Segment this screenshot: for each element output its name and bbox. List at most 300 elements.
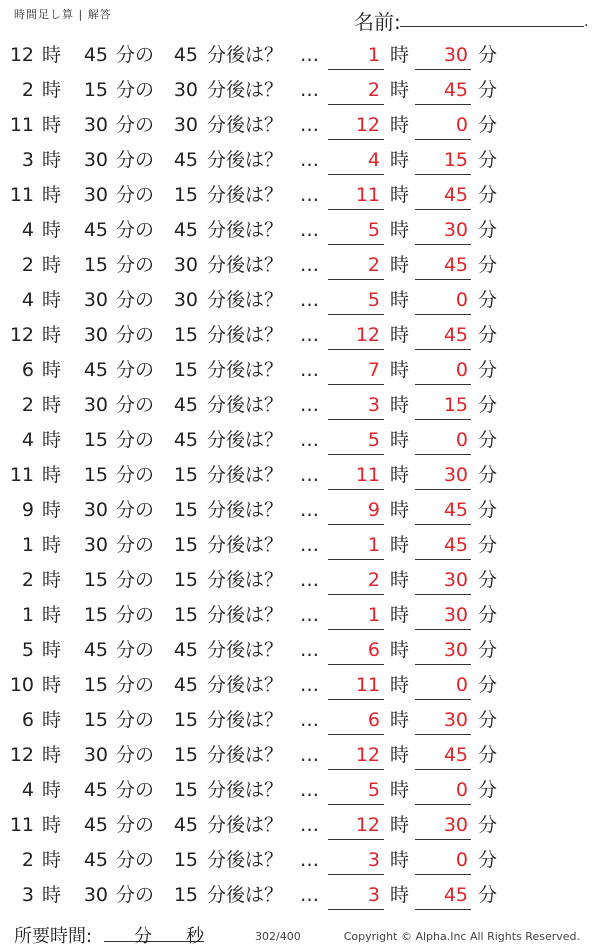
hour-unit: 時 [390, 499, 410, 521]
answer-hour: 5 [367, 429, 380, 451]
answer-minute-line[interactable] [415, 874, 471, 875]
time-required-label: 所要時間: [14, 926, 93, 947]
problem-start-hour: 2 [21, 849, 34, 871]
minute-unit: 分 [478, 569, 498, 591]
answer-minute: 45 [443, 79, 468, 101]
problem-start-hour: 1 [21, 534, 34, 556]
ellipsis: … [300, 604, 319, 626]
problem-start-minute: 30 [83, 534, 108, 556]
answer-hour-line[interactable] [328, 279, 384, 280]
hour-unit: 時 [390, 184, 410, 206]
problem-add-minutes: 45 [173, 394, 198, 416]
minute-no-unit: 分の [116, 849, 155, 871]
problem-add-minutes: 15 [173, 604, 198, 626]
ellipsis: … [300, 744, 319, 766]
hour-unit: 時 [390, 324, 410, 346]
answer-hour-line[interactable] [328, 139, 384, 140]
ellipsis: … [300, 289, 319, 311]
problem-row [0, 213, 600, 248]
answer-minute-line[interactable] [415, 594, 471, 595]
after-text: 分後は？ [207, 114, 284, 136]
problem-start-hour: 12 [9, 744, 34, 766]
minute-unit: 分 [478, 149, 498, 171]
minute-unit: 分 [478, 814, 498, 836]
problem-add-minutes: 15 [173, 569, 198, 591]
answer-minute-line[interactable] [415, 839, 471, 840]
problem-row [0, 493, 600, 528]
hour-unit: 時 [390, 639, 410, 661]
worksheet-title: 時間足し算 | 解答 [14, 8, 112, 21]
problem-start-hour: 4 [21, 289, 34, 311]
answer-hour-line[interactable] [328, 874, 384, 875]
problem-add-minutes: 45 [173, 219, 198, 241]
problem-start-hour: 11 [9, 814, 34, 836]
after-text: 分後は？ [207, 709, 284, 731]
problem-row [0, 668, 600, 703]
hour-unit: 時 [390, 359, 410, 381]
answer-minute-line[interactable] [415, 524, 471, 525]
problem-start-hour: 9 [21, 499, 34, 521]
minute-unit: 分 [478, 639, 498, 661]
answer-minute-line[interactable] [415, 104, 471, 105]
answer-minute-line[interactable] [415, 174, 471, 175]
problem-row [0, 843, 600, 878]
problem-row [0, 388, 600, 423]
answer-hour: 12 [355, 324, 380, 346]
answer-hour-line[interactable] [328, 384, 384, 385]
problem-add-minutes: 45 [173, 814, 198, 836]
answer-minute-line[interactable] [415, 244, 471, 245]
answer-hour: 12 [355, 744, 380, 766]
minute-no-unit: 分の [116, 184, 155, 206]
answer-hour-line[interactable] [328, 454, 384, 455]
problem-start-minute: 30 [83, 184, 108, 206]
minute-no-unit: 分の [116, 289, 155, 311]
hour-unit: 時 [42, 814, 62, 836]
problem-start-minute: 45 [83, 779, 108, 801]
minute-unit: 分 [478, 394, 498, 416]
after-text: 分後は？ [207, 219, 284, 241]
minute-no-unit: 分の [116, 149, 155, 171]
answer-minute: 45 [443, 184, 468, 206]
hour-unit: 時 [390, 779, 410, 801]
answer-minute-line[interactable] [415, 804, 471, 805]
answer-minute: 45 [443, 744, 468, 766]
answer-hour-line[interactable] [328, 69, 384, 70]
problem-add-minutes: 15 [173, 324, 198, 346]
hour-unit: 時 [42, 149, 62, 171]
time-minute-label: 分 [134, 926, 152, 947]
answer-minute-line[interactable] [415, 349, 471, 350]
problem-row [0, 458, 600, 493]
problem-add-minutes: 15 [173, 499, 198, 521]
ellipsis: … [300, 149, 319, 171]
problem-row [0, 633, 600, 668]
answer-hour: 7 [367, 359, 380, 381]
minute-no-unit: 分の [116, 79, 155, 101]
problem-add-minutes: 15 [173, 534, 198, 556]
answer-hour-line[interactable] [328, 489, 384, 490]
answer-minute-line[interactable] [415, 209, 471, 210]
hour-unit: 時 [390, 44, 410, 66]
minute-unit: 分 [478, 359, 498, 381]
answer-hour-line[interactable] [328, 699, 384, 700]
problem-row [0, 178, 600, 213]
problem-add-minutes: 15 [173, 184, 198, 206]
minute-unit: 分 [478, 464, 498, 486]
hour-unit: 時 [42, 884, 62, 906]
after-text: 分後は？ [207, 604, 284, 626]
answer-hour-line[interactable] [328, 244, 384, 245]
problem-start-hour: 2 [21, 394, 34, 416]
problem-add-minutes: 15 [173, 849, 198, 871]
hour-unit: 時 [390, 849, 410, 871]
ellipsis: … [300, 639, 319, 661]
answer-minute-line[interactable] [415, 699, 471, 700]
problem-row [0, 423, 600, 458]
hour-unit: 時 [390, 744, 410, 766]
answer-minute: 45 [443, 324, 468, 346]
ellipsis: … [300, 79, 319, 101]
problem-start-hour: 2 [21, 254, 34, 276]
ellipsis: … [300, 464, 319, 486]
minute-no-unit: 分の [116, 674, 155, 696]
problem-add-minutes: 45 [173, 674, 198, 696]
hour-unit: 時 [42, 184, 62, 206]
problem-row [0, 598, 600, 633]
problem-row [0, 108, 600, 143]
hour-unit: 時 [42, 464, 62, 486]
hour-unit: 時 [390, 569, 410, 591]
hour-unit: 時 [390, 884, 410, 906]
problem-start-hour: 12 [9, 44, 34, 66]
answer-minute: 30 [443, 604, 468, 626]
hour-unit: 時 [42, 429, 62, 451]
answer-hour-line[interactable] [328, 174, 384, 175]
hour-unit: 時 [390, 149, 410, 171]
problem-start-minute: 30 [83, 289, 108, 311]
name-field-line[interactable] [400, 26, 584, 27]
problem-start-hour: 1 [21, 604, 34, 626]
problem-row [0, 73, 600, 108]
answer-hour-line[interactable] [328, 804, 384, 805]
minute-no-unit: 分の [116, 254, 155, 276]
answer-minute: 15 [443, 149, 468, 171]
problem-start-minute: 30 [83, 394, 108, 416]
answer-hour-line[interactable] [328, 839, 384, 840]
time-second-label: 秒 [186, 926, 204, 947]
minute-unit: 分 [478, 44, 498, 66]
problem-start-minute: 30 [83, 744, 108, 766]
after-text: 分後は？ [207, 359, 284, 381]
problem-add-minutes: 45 [173, 639, 198, 661]
problem-start-minute: 30 [83, 149, 108, 171]
answer-hour-line[interactable] [328, 769, 384, 770]
minute-unit: 分 [478, 604, 498, 626]
problem-row [0, 773, 600, 808]
problem-start-hour: 11 [9, 464, 34, 486]
answer-hour: 6 [367, 639, 380, 661]
ellipsis: … [300, 359, 319, 381]
answer-minute: 15 [443, 394, 468, 416]
after-text: 分後は？ [207, 44, 284, 66]
problem-add-minutes: 30 [173, 254, 198, 276]
answer-hour-line[interactable] [328, 314, 384, 315]
ellipsis: … [300, 184, 319, 206]
problem-start-minute: 15 [83, 79, 108, 101]
hour-unit: 時 [42, 114, 62, 136]
problem-row [0, 143, 600, 178]
answer-minute: 30 [443, 464, 468, 486]
problem-start-minute: 45 [83, 219, 108, 241]
answer-hour: 11 [355, 184, 380, 206]
problem-add-minutes: 15 [173, 359, 198, 381]
after-text: 分後は？ [207, 324, 284, 346]
answer-hour: 1 [367, 534, 380, 556]
answer-minute-line[interactable] [415, 419, 471, 420]
hour-unit: 時 [42, 289, 62, 311]
hour-unit: 時 [390, 674, 410, 696]
hour-unit: 時 [42, 254, 62, 276]
hour-unit: 時 [42, 639, 62, 661]
after-text: 分後は？ [207, 79, 284, 101]
after-text: 分後は？ [207, 184, 284, 206]
after-text: 分後は？ [207, 289, 284, 311]
minute-unit: 分 [478, 709, 498, 731]
problem-row [0, 808, 600, 843]
hour-unit: 時 [390, 394, 410, 416]
answer-hour-line[interactable] [328, 209, 384, 210]
answer-hour: 9 [367, 499, 380, 521]
answer-hour: 2 [367, 79, 380, 101]
page-number: 302/400 [255, 930, 301, 943]
problem-add-minutes: 15 [173, 709, 198, 731]
problem-row [0, 318, 600, 353]
minute-no-unit: 分の [116, 604, 155, 626]
answer-hour-line[interactable] [328, 524, 384, 525]
ellipsis: … [300, 779, 319, 801]
hour-unit: 時 [42, 219, 62, 241]
minute-unit: 分 [478, 79, 498, 101]
answer-minute: 0 [455, 114, 468, 136]
answer-minute-line[interactable] [415, 139, 471, 140]
name-dot: . [584, 14, 589, 30]
after-text: 分後は？ [207, 569, 284, 591]
problem-start-hour: 6 [21, 709, 34, 731]
hour-unit: 時 [42, 499, 62, 521]
minute-unit: 分 [478, 184, 498, 206]
hour-unit: 時 [42, 779, 62, 801]
ellipsis: … [300, 44, 319, 66]
answer-minute-line[interactable] [415, 769, 471, 770]
problem-start-minute: 15 [83, 569, 108, 591]
after-text: 分後は？ [207, 674, 284, 696]
minute-unit: 分 [478, 744, 498, 766]
answer-minute: 0 [455, 359, 468, 381]
answer-hour: 5 [367, 219, 380, 241]
problem-row [0, 283, 600, 318]
answer-minute-line[interactable] [415, 69, 471, 70]
answer-hour-line[interactable] [328, 629, 384, 630]
answer-hour-line[interactable] [328, 734, 384, 735]
minute-no-unit: 分の [116, 114, 155, 136]
problem-start-hour: 2 [21, 569, 34, 591]
hour-unit: 時 [390, 79, 410, 101]
after-text: 分後は？ [207, 779, 284, 801]
minute-no-unit: 分の [116, 429, 155, 451]
answer-hour-line[interactable] [328, 559, 384, 560]
minute-unit: 分 [478, 849, 498, 871]
problem-start-minute: 15 [83, 709, 108, 731]
answer-hour-line[interactable] [328, 594, 384, 595]
minute-no-unit: 分の [116, 569, 155, 591]
hour-unit: 時 [42, 394, 62, 416]
problem-start-minute: 15 [83, 254, 108, 276]
answer-minute-line[interactable] [415, 384, 471, 385]
hour-unit: 時 [42, 44, 62, 66]
problem-row [0, 353, 600, 388]
problem-start-hour: 4 [21, 429, 34, 451]
problem-add-minutes: 30 [173, 79, 198, 101]
problem-start-hour: 4 [21, 779, 34, 801]
answer-minute: 0 [455, 779, 468, 801]
answer-hour: 2 [367, 569, 380, 591]
hour-unit: 時 [390, 289, 410, 311]
problem-row [0, 738, 600, 773]
minute-unit: 分 [478, 884, 498, 906]
ellipsis: … [300, 674, 319, 696]
minute-no-unit: 分の [116, 464, 155, 486]
answer-minute: 30 [443, 814, 468, 836]
hour-unit: 時 [390, 219, 410, 241]
problem-start-minute: 15 [83, 464, 108, 486]
answer-minute: 30 [443, 219, 468, 241]
ellipsis: … [300, 114, 319, 136]
after-text: 分後は？ [207, 639, 284, 661]
answer-minute: 30 [443, 44, 468, 66]
answer-minute: 45 [443, 254, 468, 276]
minute-unit: 分 [478, 114, 498, 136]
answer-hour-line[interactable] [328, 909, 384, 910]
problem-start-minute: 15 [83, 604, 108, 626]
answer-minute-line[interactable] [415, 629, 471, 630]
after-text: 分後は？ [207, 254, 284, 276]
minute-unit: 分 [478, 779, 498, 801]
answer-hour-line[interactable] [328, 104, 384, 105]
answer-hour: 5 [367, 779, 380, 801]
answer-minute: 0 [455, 429, 468, 451]
answer-hour: 12 [355, 114, 380, 136]
problem-start-minute: 15 [83, 674, 108, 696]
hour-unit: 時 [390, 429, 410, 451]
answer-minute-line[interactable] [415, 909, 471, 910]
problem-row [0, 528, 600, 563]
answer-minute-line[interactable] [415, 559, 471, 560]
ellipsis: … [300, 429, 319, 451]
problem-start-hour: 6 [21, 359, 34, 381]
minute-no-unit: 分の [116, 639, 155, 661]
hour-unit: 時 [42, 604, 62, 626]
minute-unit: 分 [478, 324, 498, 346]
answer-minute-line[interactable] [415, 489, 471, 490]
answer-hour: 5 [367, 289, 380, 311]
minute-no-unit: 分の [116, 499, 155, 521]
minute-unit: 分 [478, 499, 498, 521]
problem-start-hour: 4 [21, 219, 34, 241]
hour-unit: 時 [42, 324, 62, 346]
answer-hour: 2 [367, 254, 380, 276]
after-text: 分後は？ [207, 464, 284, 486]
answer-minute: 0 [455, 289, 468, 311]
minute-no-unit: 分の [116, 44, 155, 66]
ellipsis: … [300, 569, 319, 591]
problem-row [0, 38, 600, 73]
ellipsis: … [300, 394, 319, 416]
problem-start-hour: 3 [21, 884, 34, 906]
minute-unit: 分 [478, 219, 498, 241]
ellipsis: … [300, 814, 319, 836]
answer-hour: 12 [355, 814, 380, 836]
answer-hour-line[interactable] [328, 419, 384, 420]
answer-hour-line[interactable] [328, 664, 384, 665]
answer-minute-line[interactable] [415, 734, 471, 735]
answer-minute-line[interactable] [415, 314, 471, 315]
answer-minute-line[interactable] [415, 279, 471, 280]
problem-start-minute: 45 [83, 814, 108, 836]
after-text: 分後は？ [207, 149, 284, 171]
hour-unit: 時 [390, 709, 410, 731]
hour-unit: 時 [42, 674, 62, 696]
after-text: 分後は？ [207, 814, 284, 836]
ellipsis: … [300, 884, 319, 906]
answer-hour-line[interactable] [328, 349, 384, 350]
minute-no-unit: 分の [116, 324, 155, 346]
hour-unit: 時 [390, 254, 410, 276]
answer-minute-line[interactable] [415, 454, 471, 455]
minute-no-unit: 分の [116, 394, 155, 416]
problem-start-minute: 15 [83, 429, 108, 451]
ellipsis: … [300, 219, 319, 241]
hour-unit: 時 [390, 604, 410, 626]
answer-hour: 6 [367, 709, 380, 731]
minute-no-unit: 分の [116, 359, 155, 381]
minute-no-unit: 分の [116, 814, 155, 836]
problem-start-minute: 30 [83, 499, 108, 521]
answer-minute: 0 [455, 674, 468, 696]
problem-add-minutes: 30 [173, 114, 198, 136]
hour-unit: 時 [390, 534, 410, 556]
problem-start-hour: 5 [21, 639, 34, 661]
minute-no-unit: 分の [116, 779, 155, 801]
problem-add-minutes: 45 [173, 149, 198, 171]
answer-hour: 3 [367, 884, 380, 906]
answer-minute: 0 [455, 849, 468, 871]
answer-minute: 30 [443, 709, 468, 731]
problem-start-minute: 30 [83, 324, 108, 346]
problem-row [0, 563, 600, 598]
hour-unit: 時 [42, 744, 62, 766]
problem-start-hour: 2 [21, 79, 34, 101]
hour-unit: 時 [42, 849, 62, 871]
problem-start-minute: 30 [83, 884, 108, 906]
problem-add-minutes: 15 [173, 744, 198, 766]
after-text: 分後は？ [207, 744, 284, 766]
answer-minute: 45 [443, 884, 468, 906]
problem-start-hour: 11 [9, 184, 34, 206]
answer-hour: 4 [367, 149, 380, 171]
answer-minute-line[interactable] [415, 664, 471, 665]
hour-unit: 時 [390, 464, 410, 486]
